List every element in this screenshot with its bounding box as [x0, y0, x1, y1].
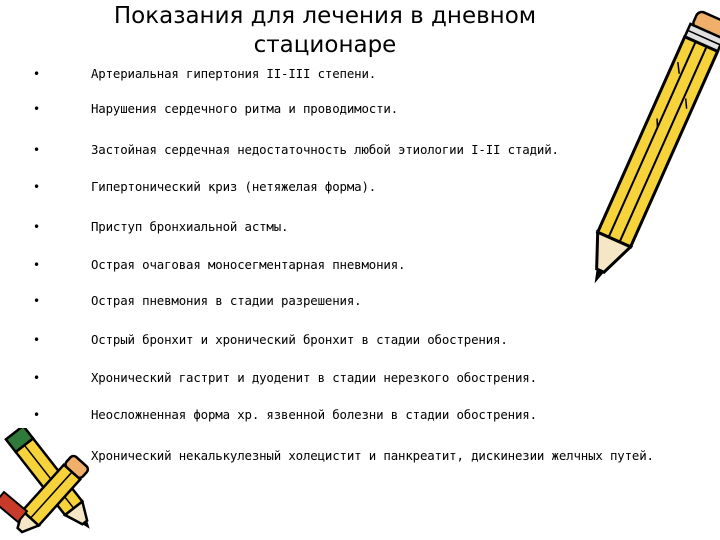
bullet-icon: •: [33, 102, 41, 116]
list-item-text: Нарушения сердечного ритма и проводимости.: [91, 101, 399, 116]
list-item-text: Артериальная гипертония II-III степени.: [91, 66, 377, 81]
list-item-text: Острая пневмония в стадии разрешения.: [91, 293, 362, 308]
list-item-text: Острый бронхит и хронический бронхит в стадии обострения.: [91, 332, 508, 347]
bullet-icon: •: [33, 294, 41, 308]
list-item-text: Гипертонический криз (нетяжелая форма).: [91, 179, 377, 194]
bullet-icon: •: [33, 180, 41, 194]
list-item-text: Острая очаговая моносегментарная пневмония.: [91, 257, 406, 272]
bullet-icon: •: [33, 408, 41, 422]
list-item-text: Приступ бронхиальной астмы.: [91, 219, 289, 234]
list-item-text: Хронический гастрит и дуоденит в стадии нерезкого обострения.: [91, 370, 537, 385]
bullet-icon: •: [33, 67, 41, 81]
bullet-icon: •: [33, 258, 41, 272]
list-item-text: Застойная сердечная недостаточность любой этиологии I-II стадий.: [91, 142, 559, 157]
slide-title: Показания для лечения в дневном стационаре: [113, 3, 537, 58]
pencils-clipart-icon: [0, 428, 112, 540]
bullet-icon: •: [33, 143, 41, 157]
pencil-clipart-icon: [588, 0, 720, 300]
list-item-text: Неосложненная форма хр. язвенной болезни в стадии обострения.: [91, 407, 537, 422]
bullet-icon: •: [33, 220, 41, 234]
bullet-icon: •: [33, 333, 41, 347]
bullet-icon: •: [33, 371, 41, 385]
list-item-text: Хронический некалькулезный холецистит и панкреатит, дискинезии желчных путей.: [91, 448, 654, 463]
